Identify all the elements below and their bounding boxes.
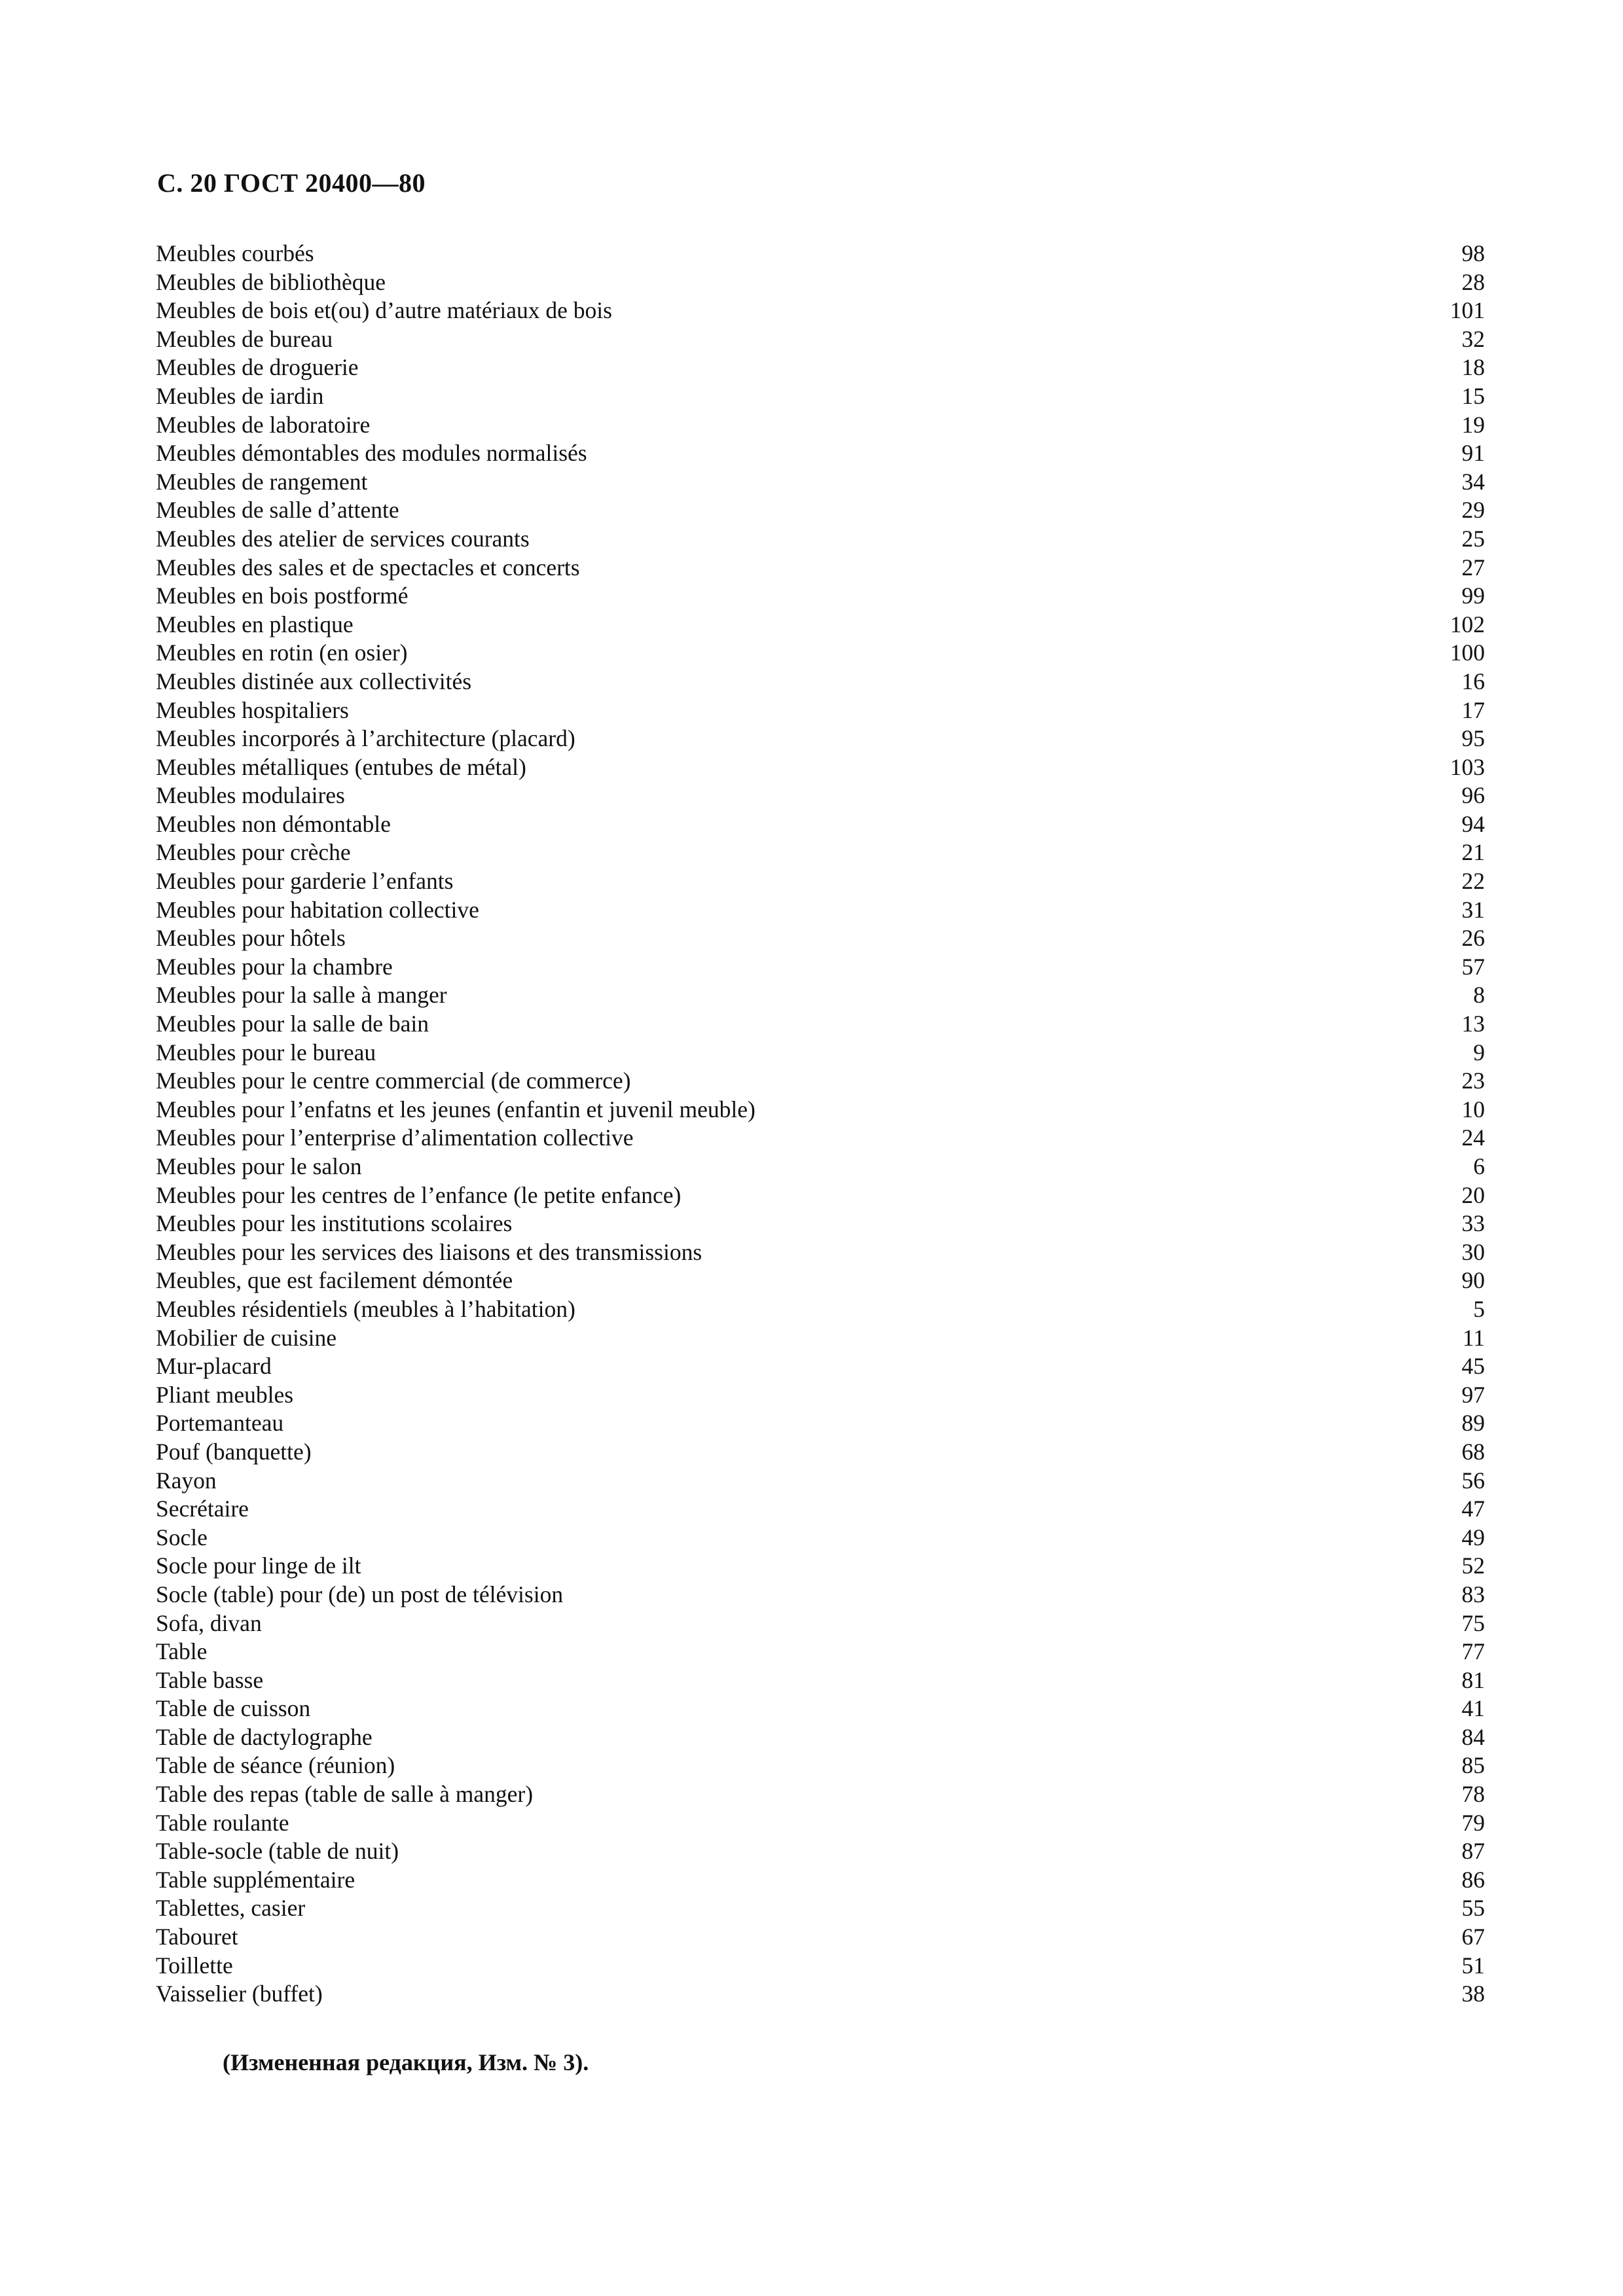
page-header: С. 20 ГОСТ 20400—80 bbox=[157, 168, 426, 198]
index-entry bbox=[156, 1837, 1485, 1866]
index-entry bbox=[156, 554, 1485, 583]
index-entry bbox=[156, 1238, 1485, 1267]
index-term: Meubles de bureau bbox=[156, 325, 333, 352]
index-term-number: 8 bbox=[1473, 982, 1485, 1009]
index-term-number: 67 bbox=[1461, 1924, 1485, 1950]
index-entry bbox=[156, 981, 1485, 1010]
index-entry bbox=[156, 1295, 1485, 1324]
index-term: Meubles pour garderie l’enfants bbox=[156, 868, 454, 895]
index-entry bbox=[156, 1524, 1485, 1552]
index-term-number: 11 bbox=[1462, 1324, 1485, 1351]
index-entry bbox=[156, 1952, 1485, 1981]
index-entry bbox=[156, 1352, 1485, 1381]
index-term: Toillette bbox=[156, 1952, 233, 1979]
index-term-number: 97 bbox=[1461, 1381, 1485, 1408]
index-term: Meubles en bois postformé bbox=[156, 583, 409, 609]
index-entry bbox=[156, 1695, 1485, 1723]
index-term-number: 20 bbox=[1461, 1181, 1485, 1208]
index-entry bbox=[156, 753, 1485, 782]
index-term: Meubles de droguerie bbox=[156, 354, 359, 381]
index-term: Vaisselier (buffet) bbox=[156, 1981, 323, 2007]
index-entry bbox=[156, 382, 1485, 411]
index-entry bbox=[156, 1210, 1485, 1238]
index-term: Table des repas (table de salle à manger) bbox=[156, 1781, 534, 1808]
index-term: Tabouret bbox=[156, 1924, 238, 1950]
index-term-number: 21 bbox=[1461, 839, 1485, 866]
index-term: Meubles courbés bbox=[156, 240, 314, 266]
index-entry bbox=[156, 611, 1485, 639]
index-term-number: 99 bbox=[1461, 583, 1485, 609]
index-term: Meubles de bibliothèque bbox=[156, 268, 386, 295]
index-entry bbox=[156, 1581, 1485, 1609]
index-term-number: 24 bbox=[1461, 1124, 1485, 1151]
index-term-number: 103 bbox=[1450, 753, 1485, 780]
index-term-number: 22 bbox=[1461, 868, 1485, 895]
index-term: Meubles pour hôtels bbox=[156, 925, 346, 952]
index-entry bbox=[156, 1153, 1485, 1181]
index-term-number: 91 bbox=[1461, 440, 1485, 467]
index-entry bbox=[156, 896, 1485, 925]
index-entry bbox=[156, 1809, 1485, 1838]
index-term: Meubles pour les centres de l’enfance (le petite enfance) bbox=[156, 1181, 682, 1208]
index-term-number: 85 bbox=[1461, 1752, 1485, 1779]
index-term-number: 87 bbox=[1461, 1838, 1485, 1865]
index-entry bbox=[156, 781, 1485, 810]
index-entry bbox=[156, 1495, 1485, 1524]
index-term-number: 34 bbox=[1461, 468, 1485, 495]
index-term-number: 101 bbox=[1450, 297, 1485, 324]
index-term-number: 51 bbox=[1461, 1952, 1485, 1979]
index-term-number: 31 bbox=[1461, 896, 1485, 923]
index-term: Meubles non démontable bbox=[156, 810, 391, 837]
index-term-number: 28 bbox=[1461, 268, 1485, 295]
index-term-number: 94 bbox=[1461, 810, 1485, 837]
index-term-number: 98 bbox=[1461, 240, 1485, 266]
index-term: Meubles hospitaliers bbox=[156, 696, 349, 723]
index-term: Mobilier de cuisine bbox=[156, 1324, 337, 1351]
index-term-number: 57 bbox=[1461, 953, 1485, 980]
index-term-number: 27 bbox=[1461, 554, 1485, 581]
index-entry bbox=[156, 867, 1485, 896]
index-term-number: 16 bbox=[1461, 668, 1485, 694]
index-entry bbox=[156, 924, 1485, 953]
index-entry bbox=[156, 1438, 1485, 1467]
index-term: Meubles des atelier de services courants bbox=[156, 525, 530, 552]
index-entry bbox=[156, 1894, 1485, 1923]
index-entry bbox=[156, 1923, 1485, 1952]
index-entry bbox=[156, 1381, 1485, 1410]
index-term-number: 26 bbox=[1461, 925, 1485, 952]
index-entry bbox=[156, 725, 1485, 753]
index-term-number: 81 bbox=[1461, 1666, 1485, 1693]
index-term-number: 77 bbox=[1461, 1638, 1485, 1665]
index-term-number: 9 bbox=[1473, 1039, 1485, 1066]
index-term: Meubles distinée aux collectivités bbox=[156, 668, 472, 694]
index-term: Meubles pour la salle à manger bbox=[156, 982, 447, 1009]
index-term: Socle (table) pour (de) un post de télévision bbox=[156, 1581, 564, 1607]
index-term: Meubles incorporés à l’architecture (placard) bbox=[156, 725, 575, 752]
index-entry bbox=[156, 1409, 1485, 1438]
index-entry bbox=[156, 1780, 1485, 1809]
index-term-number: 95 bbox=[1461, 725, 1485, 752]
index-term: Sofa, divan bbox=[156, 1609, 262, 1636]
index-entry bbox=[156, 1324, 1485, 1353]
index-term-number: 18 bbox=[1461, 354, 1485, 381]
index-term: Meubles pour la chambre bbox=[156, 953, 393, 980]
index-term: Secrétaire bbox=[156, 1496, 249, 1522]
index-term: Meubles en rotin (en osier) bbox=[156, 639, 408, 666]
alphabetical-index bbox=[156, 240, 1485, 2009]
index-term: Pouf (banquette) bbox=[156, 1438, 312, 1465]
index-term: Meubles résidentiels (meubles à l’habitation) bbox=[156, 1295, 575, 1322]
index-term-number: 75 bbox=[1461, 1609, 1485, 1636]
index-term-number: 49 bbox=[1461, 1524, 1485, 1551]
index-term: Meubles de salle d’attente bbox=[156, 497, 399, 524]
index-entry bbox=[156, 353, 1485, 382]
index-entry bbox=[156, 525, 1485, 554]
index-entry bbox=[156, 810, 1485, 839]
index-term: Table de cuisson bbox=[156, 1695, 311, 1722]
index-entry bbox=[156, 1609, 1485, 1638]
index-entry bbox=[156, 1124, 1485, 1153]
index-term-number: 86 bbox=[1461, 1866, 1485, 1893]
index-term: Meubles pour habitation collective bbox=[156, 896, 479, 923]
index-term: Meubles de rangement bbox=[156, 468, 368, 495]
index-entry bbox=[156, 1638, 1485, 1666]
index-term: Tablettes, casier bbox=[156, 1895, 306, 1922]
index-term-number: 32 bbox=[1461, 325, 1485, 352]
index-term-number: 29 bbox=[1461, 497, 1485, 524]
index-term-number: 78 bbox=[1461, 1781, 1485, 1808]
index-term-number: 79 bbox=[1461, 1809, 1485, 1836]
index-term-number: 102 bbox=[1450, 611, 1485, 637]
index-term: Meubles pour les institutions scolaires bbox=[156, 1210, 513, 1237]
index-term-number: 38 bbox=[1461, 1981, 1485, 2007]
index-term: Meubles pour crèche bbox=[156, 839, 351, 866]
index-entry bbox=[156, 1096, 1485, 1124]
index-entry bbox=[156, 1067, 1485, 1096]
index-term-number: 84 bbox=[1461, 1723, 1485, 1750]
index-term-number: 5 bbox=[1473, 1295, 1485, 1322]
index-term: Table de séance (réunion) bbox=[156, 1752, 395, 1779]
index-entry bbox=[156, 1467, 1485, 1496]
index-entry bbox=[156, 953, 1485, 982]
index-term: Meubles, que est facilement démontée bbox=[156, 1267, 513, 1294]
index-term-number: 55 bbox=[1461, 1895, 1485, 1922]
index-term: Meubles pour les services des liaisons et des transmissions bbox=[156, 1238, 702, 1265]
index-entry bbox=[156, 1751, 1485, 1780]
index-term: Table roulante bbox=[156, 1809, 289, 1836]
index-term-number: 33 bbox=[1461, 1210, 1485, 1237]
index-term-number: 45 bbox=[1461, 1353, 1485, 1380]
index-entry bbox=[156, 1010, 1485, 1039]
index-term: Table bbox=[156, 1638, 208, 1665]
index-term: Meubles pour le bureau bbox=[156, 1039, 376, 1066]
index-term-number: 68 bbox=[1461, 1438, 1485, 1465]
index-term: Table de dactylographe bbox=[156, 1723, 373, 1750]
index-term-number: 52 bbox=[1461, 1552, 1485, 1579]
index-term: Meubles modulaires bbox=[156, 782, 345, 809]
index-term-number: 96 bbox=[1461, 782, 1485, 809]
index-term-number: 17 bbox=[1461, 696, 1485, 723]
index-entry bbox=[156, 668, 1485, 696]
index-entry bbox=[156, 639, 1485, 668]
index-entry bbox=[156, 1552, 1485, 1581]
index-term-number: 90 bbox=[1461, 1267, 1485, 1294]
amendment-note: (Измененная редакция, Изм. № 3). bbox=[223, 2049, 589, 2075]
index-term: Socle pour linge de ilt bbox=[156, 1552, 361, 1579]
index-term-number: 41 bbox=[1461, 1695, 1485, 1722]
index-term-number: 19 bbox=[1461, 411, 1485, 438]
index-term: Pliant meubles bbox=[156, 1381, 294, 1408]
index-term: Table basse bbox=[156, 1666, 264, 1693]
index-entry bbox=[156, 1181, 1485, 1210]
index-term-number: 25 bbox=[1461, 525, 1485, 552]
index-entry bbox=[156, 1266, 1485, 1295]
index-term: Table supplémentaire bbox=[156, 1866, 356, 1893]
index-term: Mur-placard bbox=[156, 1353, 272, 1380]
index-term: Portemanteau bbox=[156, 1410, 284, 1437]
index-term: Meubles de bois et(ou) d’autre matériaux de bois bbox=[156, 297, 612, 324]
index-entry bbox=[156, 1039, 1485, 1067]
index-entry bbox=[156, 268, 1485, 297]
index-entry bbox=[156, 1723, 1485, 1752]
index-entry bbox=[156, 296, 1485, 325]
index-entry bbox=[156, 240, 1485, 268]
index-term-number: 56 bbox=[1461, 1467, 1485, 1494]
index-term: Meubles en plastique bbox=[156, 611, 354, 637]
index-term-number: 10 bbox=[1461, 1096, 1485, 1122]
index-term-number: 89 bbox=[1461, 1410, 1485, 1437]
index-term-number: 23 bbox=[1461, 1067, 1485, 1094]
index-term: Meubles de iardin bbox=[156, 382, 324, 409]
index-entry bbox=[156, 582, 1485, 611]
index-term: Meubles pour l’enterprise d’alimentation collective bbox=[156, 1124, 634, 1151]
index-term: Rayon bbox=[156, 1467, 217, 1494]
index-entry bbox=[156, 439, 1485, 468]
index-term-number: 15 bbox=[1461, 382, 1485, 409]
index-term: Socle bbox=[156, 1524, 208, 1551]
index-term-number: 13 bbox=[1461, 1011, 1485, 1037]
index-term: Meubles de laboratoire bbox=[156, 411, 371, 438]
index-entry bbox=[156, 1980, 1485, 2009]
index-term: Meubles pour le salon bbox=[156, 1153, 362, 1179]
index-entry bbox=[156, 1666, 1485, 1695]
index-term: Meubles des sales et de spectacles et concerts bbox=[156, 554, 580, 581]
index-term-number: 47 bbox=[1461, 1496, 1485, 1522]
index-term-number: 100 bbox=[1450, 639, 1485, 666]
index-term: Meubles démontables des modules normalisés bbox=[156, 440, 587, 467]
index-entry bbox=[156, 838, 1485, 867]
index-entry bbox=[156, 496, 1485, 525]
index-entry bbox=[156, 696, 1485, 725]
index-term: Meubles pour la salle de bain bbox=[156, 1011, 429, 1037]
index-term: Meubles pour l’enfatns et les jeunes (enfantin et juvenil meuble) bbox=[156, 1096, 756, 1122]
index-term-number: 83 bbox=[1461, 1581, 1485, 1607]
index-entry bbox=[156, 325, 1485, 354]
index-entry bbox=[156, 468, 1485, 497]
index-term: Table-socle (table de nuit) bbox=[156, 1838, 399, 1865]
index-entry bbox=[156, 1866, 1485, 1895]
index-term: Meubles métalliques (entubes de métal) bbox=[156, 753, 526, 780]
index-term: Meubles pour le centre commercial (de commerce) bbox=[156, 1067, 631, 1094]
index-term-number: 6 bbox=[1473, 1153, 1485, 1179]
index-term-number: 30 bbox=[1461, 1238, 1485, 1265]
index-entry bbox=[156, 411, 1485, 440]
